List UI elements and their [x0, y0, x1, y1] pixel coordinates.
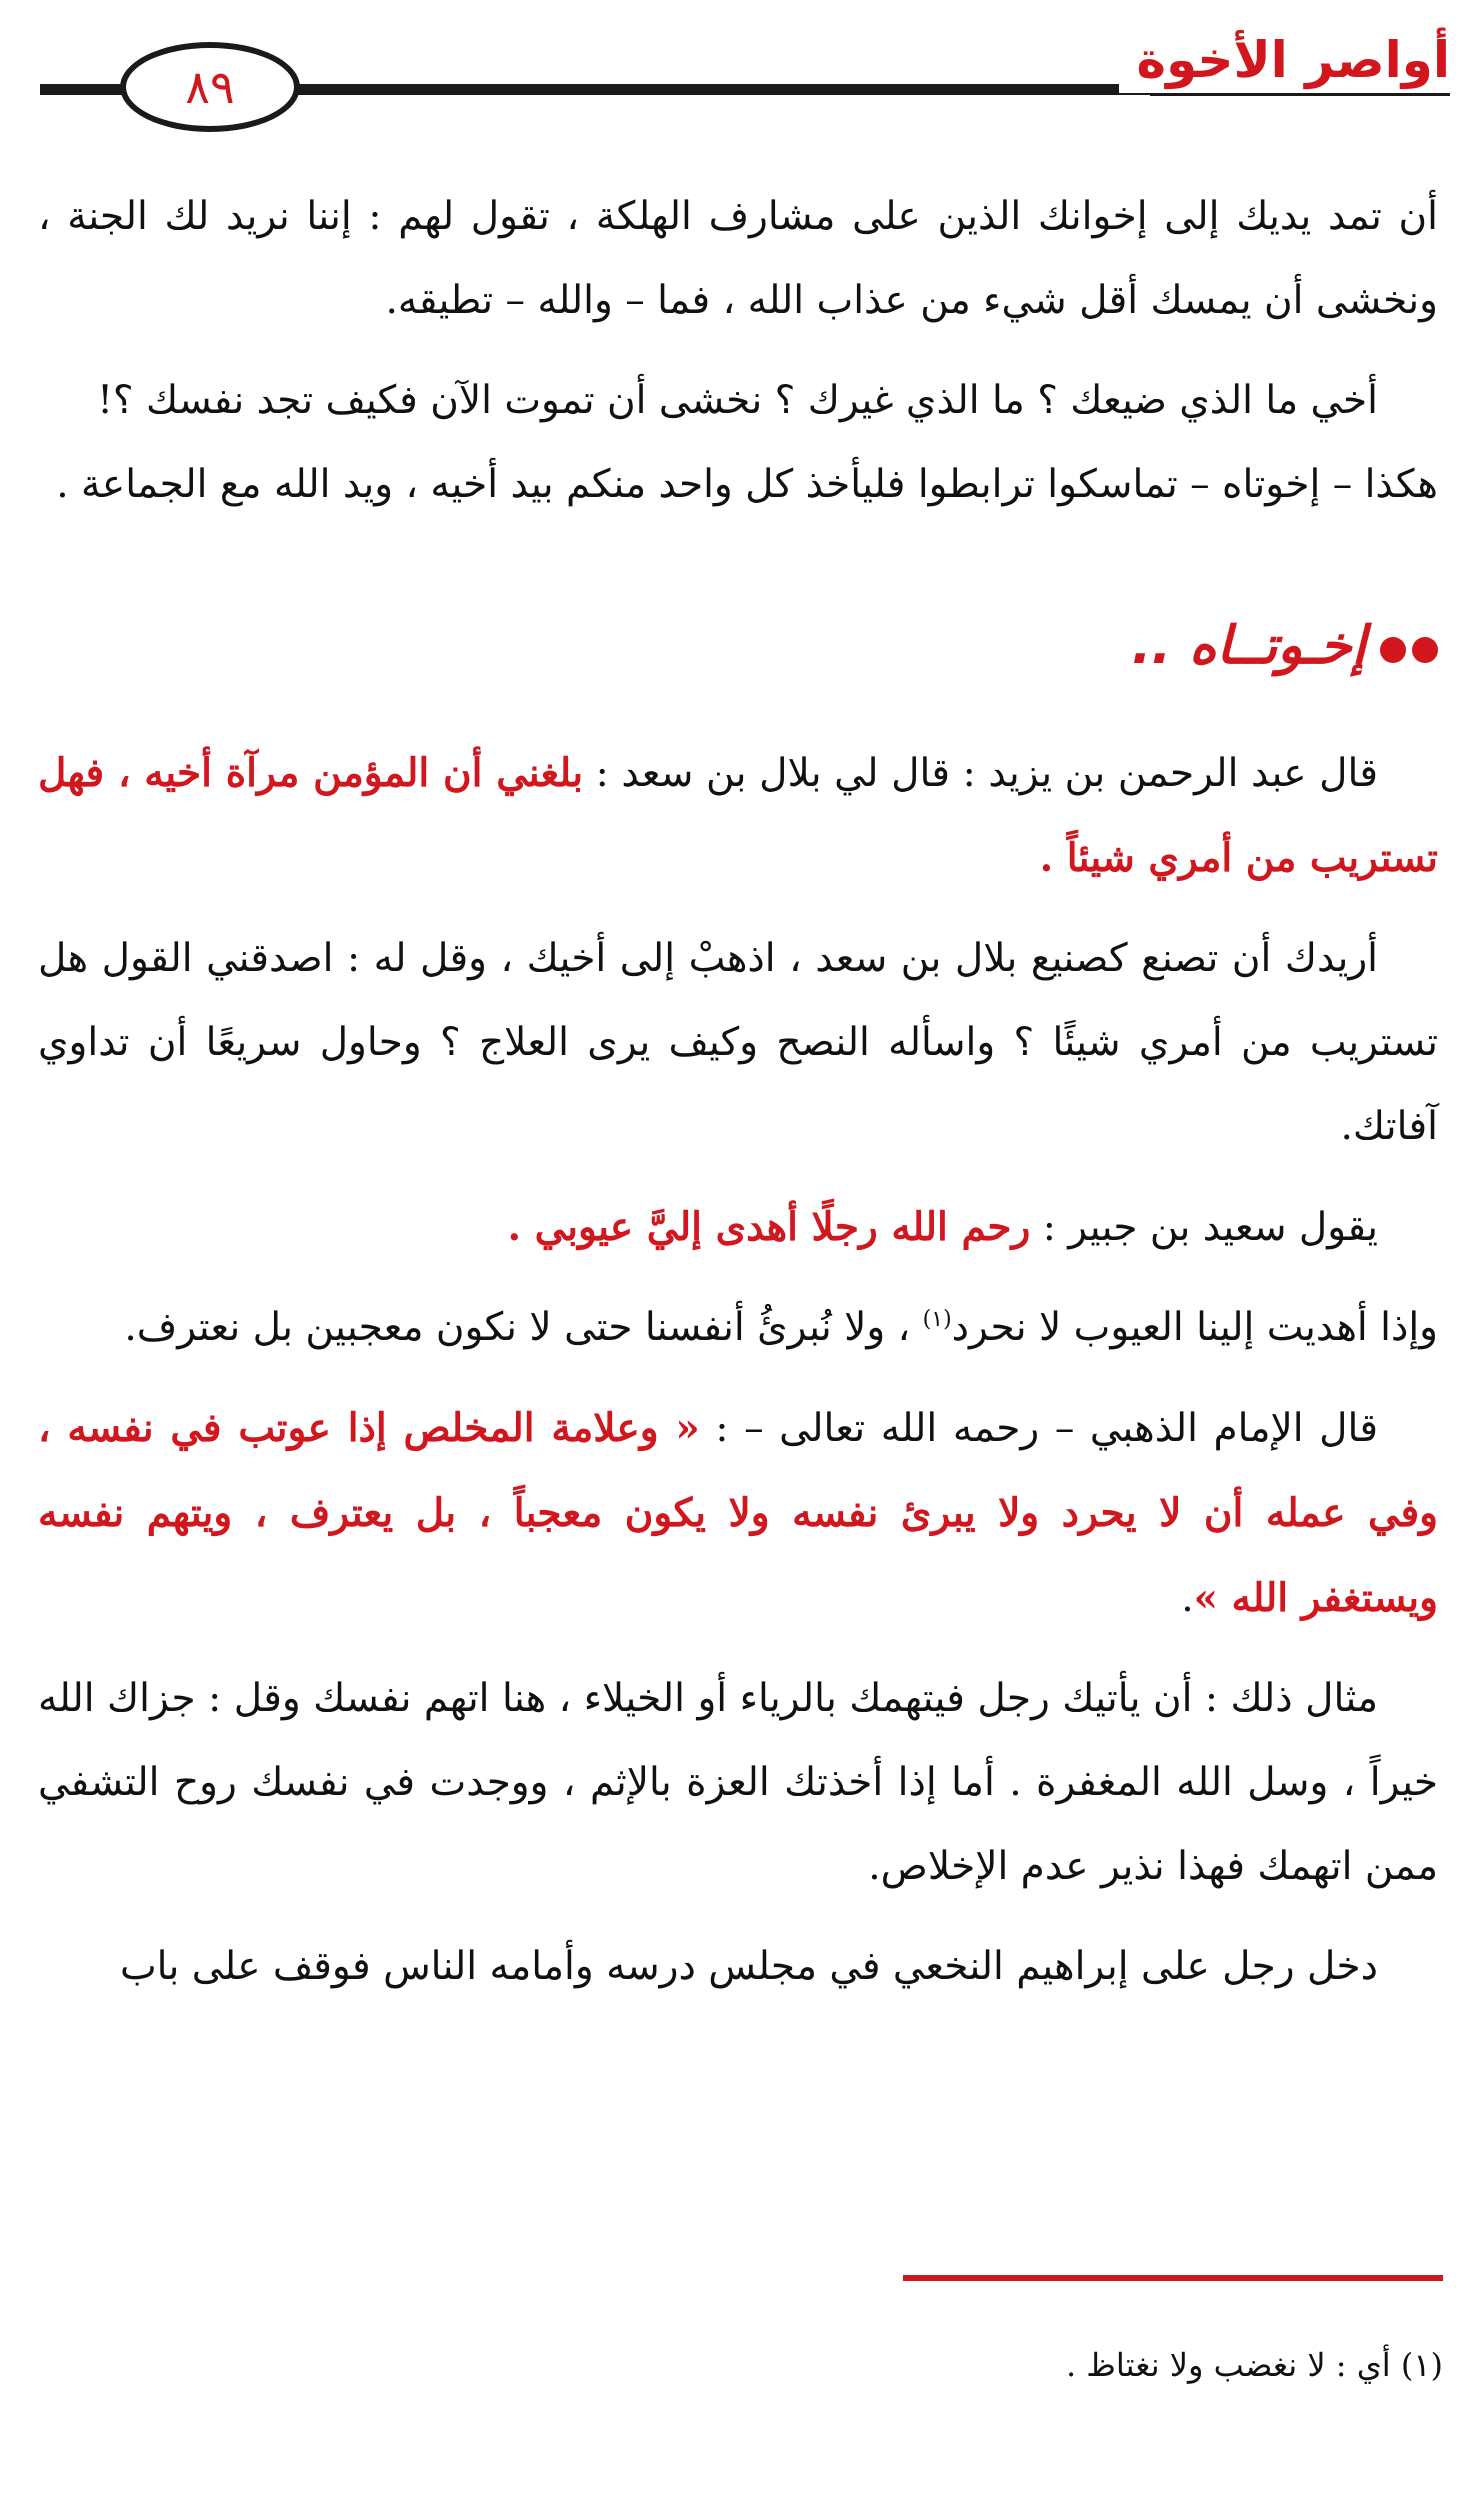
section-heading [38, 601, 1438, 691]
footnote: (١) أي : لا نغضب ولا نغتاظ . [1065, 2346, 1443, 2384]
paragraph-6: دخل رجل على إبراهيم النخعي في مجلس درسه وأمامه الناس فوقف على باب [119, 1944, 1378, 1989]
quote-bilal-text: بلغني أن المؤمن مرآة أخيه ، فهل تستريب من أمري شيئاً . [38, 750, 1438, 881]
quote-dhahabi [38, 1386, 1438, 1641]
footnote-rule [903, 2275, 1443, 2281]
paragraph-4-before: وإذا أهديت إلينا العيوب لا نحرد [951, 1305, 1438, 1350]
running-title: أواصر الأخوة [1119, 28, 1450, 93]
page-number: ٨٩ [185, 60, 235, 114]
quote-saeed-intro: يقول سعيد بن جبير : [1030, 1205, 1378, 1250]
paragraph-3: أريدك أن تصنع كصنيع بلال بن سعد ، اذهبْ إلى أخيك ، وقل له : اصدقني القول هل تستريب من أمري شيئًا ؟ واسأله النصح وكيف يرى العلاج ؟ وحاول سريعًا أن تداوي آفاتك. [38, 936, 1438, 1149]
quote-dhahabi-end: . [1181, 1576, 1194, 1621]
quote-bilal [38, 731, 1438, 901]
quote-dhahabi-text: « وعلامة المخلص إذا عوتب في نفسه ، وفي عمله أن لا يحرد ولا يبرئ نفسه ولا يكون معجباً ، بل يعترف ، ويتهم نفسه ويستغفر الله » [38, 1405, 1438, 1621]
paragraph-5: مثال ذلك : أن يأتيك رجل فيتهمك بالرياء أو الخيلاء ، هنا اتهم نفسك وقل : جزاك الله خيراً ، وسل الله المغفرة . أما إذا أخذتك العزة بالإثم ، ووجدت في نفسك روح التشفي ممن اتهمك فهذا نذير عدم الإخلاص. [38, 1676, 1438, 1889]
heading-bullet-icon [1376, 635, 1438, 663]
paragraph-4 [38, 1286, 1438, 1370]
quote-bilal-intro: قال عبد الرحمن بن يزيد : قال لي بلال بن سعد : [583, 751, 1378, 796]
paragraph-2-line-1: أخي ما الذي ضيعك ؟ ما الذي غيرك ؟ نخشى أن تموت الآن فكيف تجد نفسك ؟! [97, 378, 1378, 423]
page-header [40, 28, 1450, 138]
footnote-reference[interactable]: (١) [922, 1307, 952, 1332]
page-content [38, 175, 1438, 2025]
quote-saeed-text: رحم الله رجلًا أهدى إليَّ عيوبي . [507, 1204, 1031, 1250]
paragraph-4-after: ، ولا نُبرئُ أنفسنا حتى لا نكون معجبين بل نعترف. [124, 1305, 923, 1350]
quote-dhahabi-intro: قال الإمام الذهبي – رحمه الله تعالى – : [699, 1406, 1378, 1451]
paragraph-1: أن تمد يديك إلى إخوانك الذين على مشارف الهلكة ، تقول لهم : إننا نريد لك الجنة ، ونخشى أن يمسك أقل شيء من عذاب الله ، فما – والله – تطيقه. [38, 194, 1438, 323]
section-heading-text: إخـوتــاه .. [1131, 616, 1366, 676]
page-number-oval [120, 42, 300, 132]
quote-saeed [38, 1185, 1438, 1270]
paragraph-2-line-2: هكذا – إخوتاه – تماسكوا ترابطوا فليأخذ كل واحد منكم بيد أخيه ، ويد الله مع الجماعة . [56, 462, 1438, 507]
